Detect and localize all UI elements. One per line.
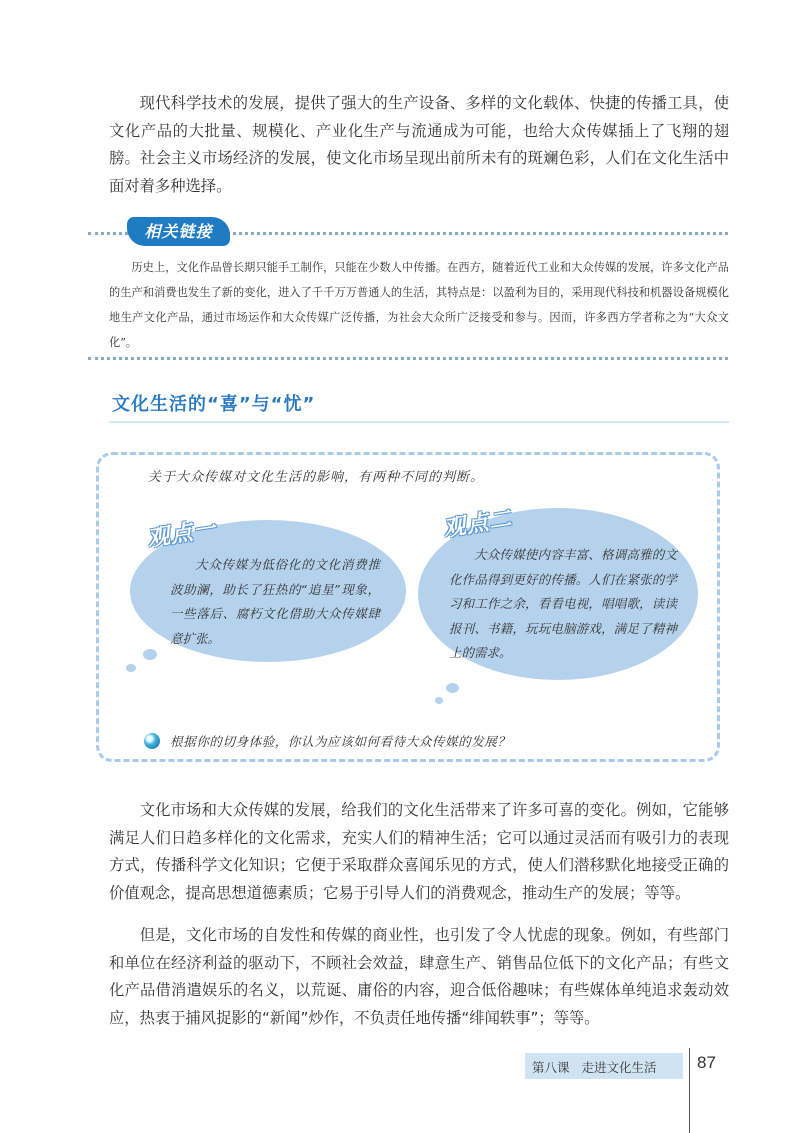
intro-paragraph: 现代科学技术的发展，提供了强大的生产设备、多样的文化载体、快捷的传播工具，使文化产品的大批量、规模化、产业化生产与流通成为可能，也给大众传媒插上了飞翔的翅膀。社会主义市场经济的发展，使文化市场呈现出前所未有的斑斓色彩，人们在文化生活中面对着多种选择。 (109, 94, 729, 195)
viewpoint2-text: 大众传媒使内容丰富、格调高雅的文化作品得到更好的传播。人们在紧张的学习和工作之余，看看电视，唱唱歌，读读报刊、书籍，玩玩电脑游戏，满足了精神上的需求。 (449, 547, 677, 660)
footer-chapter: 第八课 (532, 1060, 570, 1075)
page-number: 87 (697, 1053, 716, 1072)
discussion-prompt: 关于大众传媒对文化生活的影响，有两种不同的判断。 (148, 470, 485, 485)
discussion-question: 根据你的切身体验，你认为应该如何看待大众传媒的发展？ (170, 734, 511, 749)
body-paragraph-1: 文化市场和大众传媒的发展，给我们的文化生活带来了许多可喜的变化。例如，它能够满足人们日趋多样化的文化需求，充实人们的精神生活；它可以通过灵活而有吸引力的表现方式，传播科学文化知识；它便于采取群众喜闻乐见的方式，使人们潜移默化地接受正确的价值观念，提高思想道德素质；它易于引导人们的消费观念，推动生产的发展；等等。 (109, 801, 729, 902)
viewpoint2-title: 观点二 (441, 506, 515, 543)
footer-chapter-label (532, 1058, 656, 1076)
related-link-text: 历史上，文化作品曾长期只能手工制作，只能在少数人中传播。在西方，随着近代工业和大众传媒的发展，许多文化产品的生产和消费也发生了新的变化，进入了千千万万普通人的生活，其特点是：以盈利为目的，采用现代科技和机器设备规模化地生产文化产品，通过市场运作和大众传媒广泛传播，为社会大众所广泛接受和参与。因而，许多西方学者称之为“大众文化”。 (109, 261, 729, 349)
body-paragraph-2: 但是，文化市场的自发性和传媒的商业性，也引发了令人忧虑的现象。例如，有些部门和单位在经济利益的驱动下，不顾社会效益，肆意生产、销售品位低下的文化产品；有些文化产品借消遣娱乐的名义，以荒诞、庸俗的内容，迎合低俗趣味；有些媒体单纯追求轰动效应，热衷于捕风捉影的“新闻”炒作，不负责任地传播“绯闻轶事”；等等。 (109, 926, 729, 1027)
section-title-underline (109, 421, 729, 423)
viewpoint2-bubble-tail (446, 683, 459, 693)
viewpoint2-bubble-tail-small (435, 697, 443, 704)
related-link-badge: 相关链接 (127, 217, 230, 246)
footer-chapter-title: 走进文化生活 (581, 1060, 657, 1075)
viewpoint1-bubble-tail-small (126, 664, 136, 672)
footer-divider (689, 1048, 690, 1133)
viewpoint1-title: 观点一 (145, 516, 219, 553)
question-bullet-icon (144, 733, 160, 749)
viewpoint1-bubble-tail (143, 649, 157, 660)
viewpoint1-text: 大众传媒为低俗化的文化消费推波助澜，助长了狂热的“追星”现象，一些落后、腐朽文化借助大众传媒肆意扩张。 (170, 557, 380, 646)
section-title: 文化生活的“喜”与“忧” (112, 394, 316, 415)
related-link-bottom-divider (88, 357, 728, 360)
